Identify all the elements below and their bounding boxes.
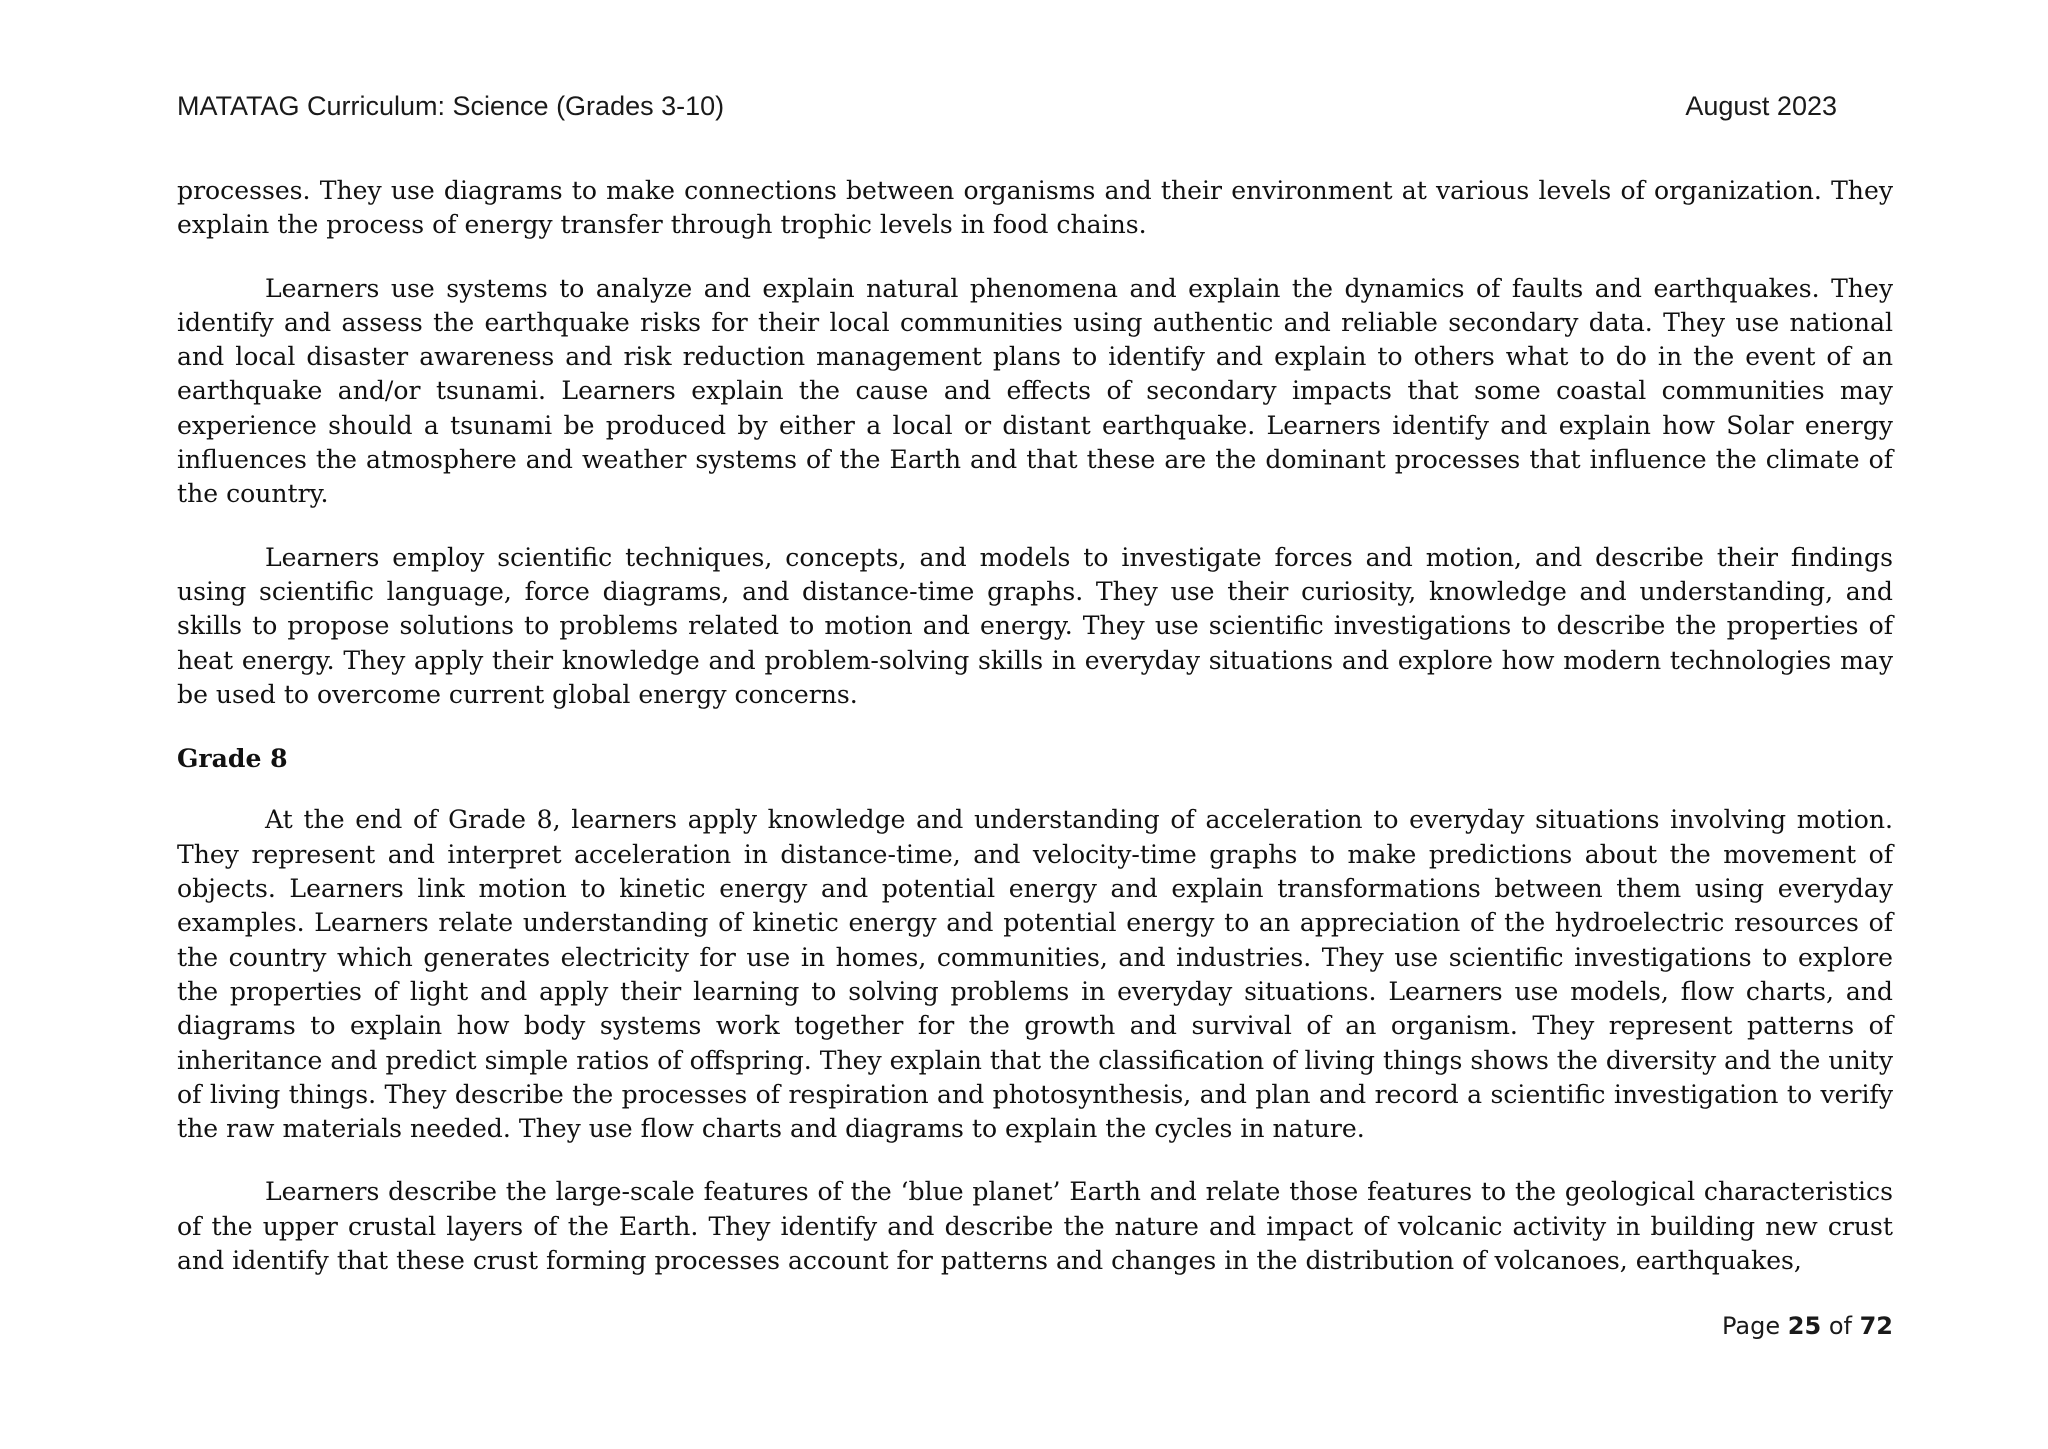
- paragraph-grade-8-overview: At the end of Grade 8, learners apply knowledge and understanding of acceleration to everyday situations involving motion. They represent and interpret acceleration in distance-time, and velocity-time graphs to make predictions about the movement of objects. Learners link motion to kinetic energy and potential energy and explain transformations between them using everyday examples. Learners relate understanding of kinetic energy and potential energy to an appreciation of the hydroelectric resources of the country which generates electricity for use in homes, communities, and industries. They use scientific investigations to explore the properties of light and apply their learning to solving problems in everyday situations. Learners use models, flow charts, and diagrams to explain how body systems work together for the growth and survival of an organism. They represent patterns of inheritance and predict simple ratios of offspring. They explain that the classification of living things shows the diversity and the unity of living things. They describe the processes of respiration and photosynthesis, and plan and record a scientific investigation to verify the raw materials needed. They use flow charts and diagrams to explain the cycles in nature.: [177, 805, 1893, 1144]
- page-number: 25: [1787, 1312, 1822, 1340]
- paragraph-forces-motion: Learners employ scientific techniques, concepts, and models to investigate forces and motion, and describe their findings using scientific language, force diagrams, and distance-time graphs. They use their curiosity, knowledge and understanding, and skills to propose solutions to problems related to motion and energy. They use scientific investigations to describe the properties of heat energy. They apply their knowledge and problem-solving skills in everyday situations and explore how modern technologies may be used to overcome current global energy concerns.: [177, 542, 1893, 709]
- page-footer: [1722, 1308, 1893, 1344]
- paragraph-blue-planet: Learners describe the large-scale features of the ‘blue planet’ Earth and relate those features to the geological characteristics of the upper crustal layers of the Earth. They identify and describe the nature and impact of volcanic activity in building new crust and identify that these crust forming processes account for patterns and changes in the distribution of volcanoes, earthquakes,: [177, 1177, 1893, 1276]
- of-label: of: [1828, 1312, 1852, 1340]
- paragraph-continuation: processes. They use diagrams to make connections between organisms and their environment at various levels of organization. They explain the process of energy transfer through trophic levels in food chains.: [177, 176, 1893, 240]
- page-header: [177, 88, 1837, 128]
- section-heading-grade-8: Grade 8: [177, 743, 288, 774]
- paragraph-earth-science: Learners use systems to analyze and explain natural phenomena and explain the dynamics of faults and earthquakes. They identify and assess the earthquake risks for their local communities using authentic and reliable secondary data. They use national and local disaster awareness and risk reduction management plans to identify and explain to others what to do in the event of an earthquake and/or tsunami. Learners explain the cause and effects of secondary impacts that some coastal communities may experience should a tsunami be produced by either a local or distant earthquake. Learners identify and explain how Solar energy influences the atmosphere and weather systems of the Earth and that these are the dominant processes that influence the climate of the country.: [177, 273, 1893, 509]
- page-label: Page: [1722, 1312, 1781, 1340]
- document-title: MATATAG Curriculum: Science (Grades 3-10): [177, 91, 725, 121]
- document-date: August 2023: [1685, 91, 1837, 121]
- document-body: [177, 174, 1893, 1307]
- page-total: 72: [1859, 1312, 1893, 1340]
